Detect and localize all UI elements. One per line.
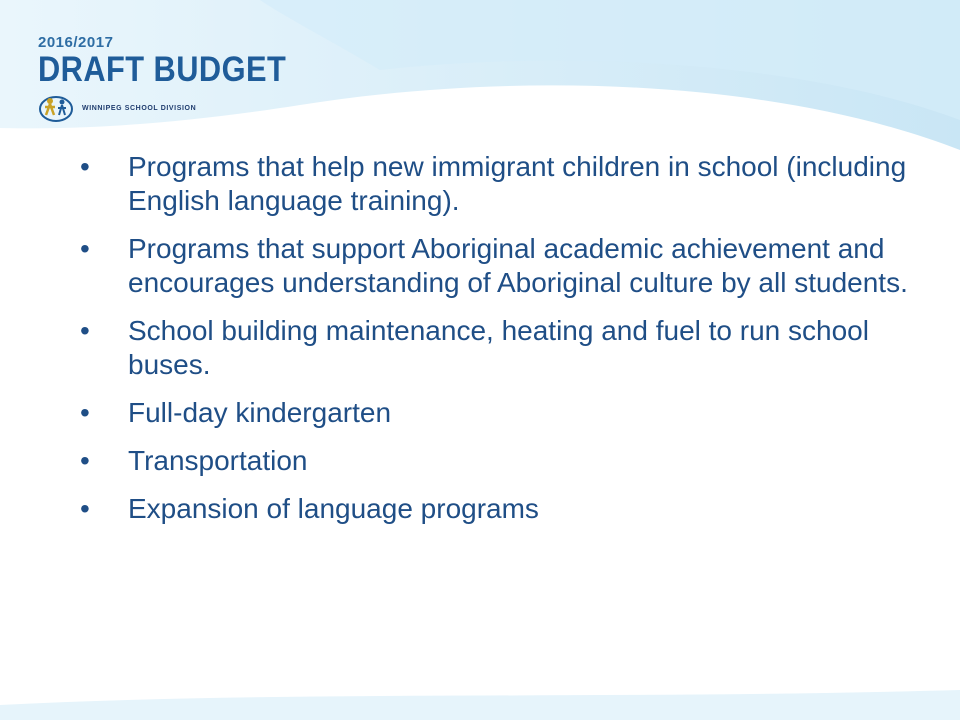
bullet-marker: • bbox=[80, 315, 90, 346]
list-item bbox=[80, 492, 910, 526]
list-item bbox=[80, 444, 910, 478]
bullet-text: Programs that help new immigrant children in school (including English language training). bbox=[128, 151, 907, 216]
list-item bbox=[80, 232, 910, 300]
bullet-marker: • bbox=[80, 233, 90, 264]
bullet-list bbox=[80, 150, 910, 540]
header bbox=[38, 34, 320, 123]
page-title: DRAFT BUDGET bbox=[38, 50, 287, 89]
bullet-text: School building maintenance, heating and fuel to run school buses. bbox=[128, 315, 869, 380]
school-division-logo-icon bbox=[38, 93, 76, 123]
bullet-marker: • bbox=[80, 493, 90, 524]
bullet-marker: • bbox=[80, 151, 90, 182]
logo-row bbox=[38, 93, 320, 123]
list-item bbox=[80, 314, 910, 382]
list-item bbox=[80, 150, 910, 218]
bullet-text: Programs that support Aboriginal academic achievement and encourages understanding of Aboriginal culture by all students. bbox=[128, 233, 908, 298]
budget-year: 2016/2017 bbox=[38, 34, 114, 51]
bullet-text: Expansion of language programs bbox=[128, 493, 539, 524]
bullet-marker: • bbox=[80, 445, 90, 476]
organization-name: WINNIPEG SCHOOL DIVISION bbox=[82, 104, 197, 112]
bullet-text: Full-day kindergarten bbox=[128, 397, 392, 428]
list-item bbox=[80, 396, 910, 430]
bullet-text: Transportation bbox=[128, 445, 308, 476]
bullet-marker: • bbox=[80, 397, 90, 428]
